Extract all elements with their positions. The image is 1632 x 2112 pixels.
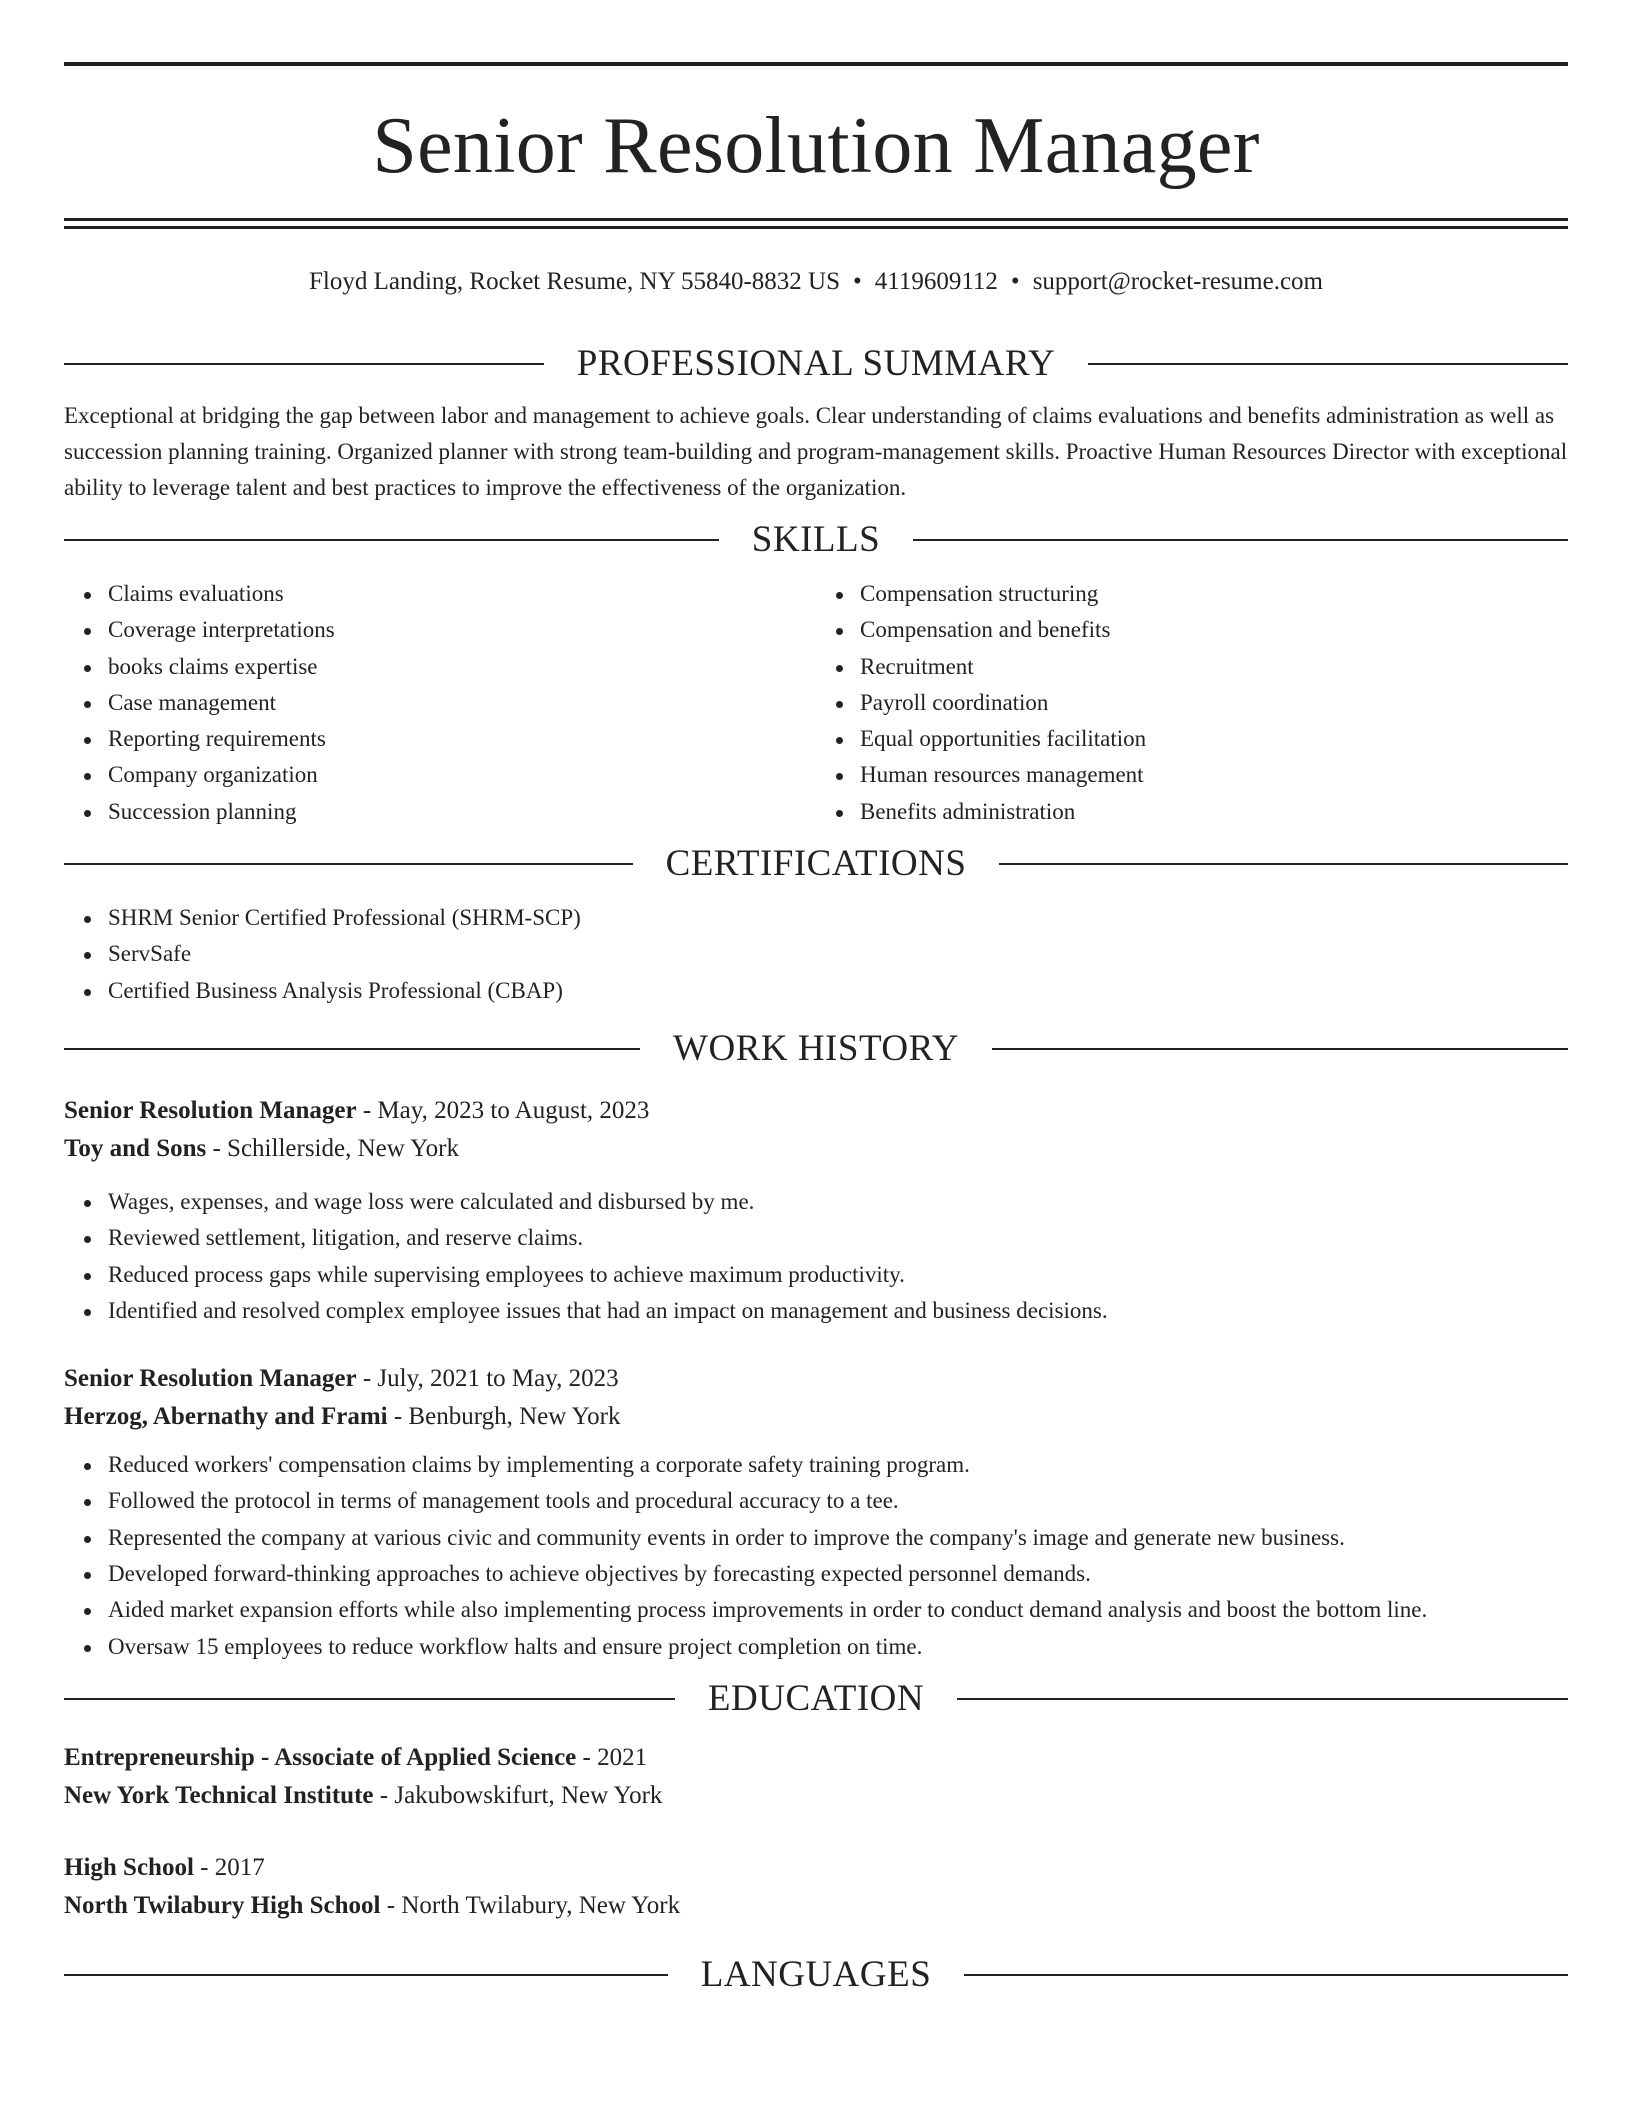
skills-list-right (816, 576, 1568, 830)
job-role: Senior Resolution Manager (64, 1096, 357, 1124)
section-title: EDUCATION (707, 1677, 925, 1719)
job-role: Senior Resolution Manager (64, 1365, 357, 1393)
job-bullet: Identified and resolved complex employee issues that had an impact on management and business decisions. (108, 1293, 1568, 1329)
contact-separator: • (1010, 268, 1020, 295)
heading-rule (64, 1048, 640, 1050)
certifications-list (64, 900, 1568, 1009)
section-heading-certifications (64, 844, 1568, 884)
skill-item: Compensation structuring (860, 576, 1568, 612)
heading-rule (964, 1974, 1568, 1976)
section-heading-work-history (64, 1029, 1568, 1069)
education-degree: High School (64, 1853, 194, 1881)
job-company: Toy and Sons (64, 1134, 207, 1162)
job-bullet: Reduced process gaps while supervising employees to achieve maximum productivity. (108, 1257, 1568, 1293)
top-rule (64, 62, 1568, 66)
title-double-rule (64, 218, 1568, 229)
education-degree-line (64, 1739, 1568, 1777)
heading-rule (64, 863, 633, 865)
summary-text: Exceptional at bridging the gap between labor and management to achieve goals. Clear understanding of claims evaluations and benefits administration as well as succession planning training. Organized planner with strong team-building and program-management skills. Proactive Human Resources Director with exceptional ability to leverage talent and best practices to improve the effectiveness of the organization. (64, 403, 1568, 500)
section-title: LANGUAGES (700, 1953, 932, 1995)
job-dates: - May, 2023 to August, 2023 (356, 1096, 650, 1124)
skill-item: Compensation and benefits (860, 612, 1568, 648)
job-dates: - July, 2021 to May, 2023 (356, 1365, 619, 1393)
skill-item: Case management (108, 685, 816, 721)
education-school-line (64, 1887, 1568, 1925)
heading-rule (64, 1698, 675, 1700)
job-location: - Schillerside, New York (206, 1134, 459, 1162)
certification-item: SHRM Senior Certified Professional (SHRM-SCP) (108, 900, 1568, 936)
skill-item: Payroll coordination (860, 685, 1568, 721)
section-heading-summary (64, 344, 1568, 384)
skill-item: Human resources management (860, 757, 1568, 793)
resume-content (64, 62, 1568, 1995)
job-bullet: Represented the company at various civic and community events in order to improve the company's image and generate new business. (108, 1520, 1568, 1556)
education-entry (64, 1739, 1568, 1815)
section-title: SKILLS (751, 519, 881, 560)
education-school: North Twilabury High School (64, 1891, 381, 1919)
heading-rule (1088, 363, 1568, 365)
certification-item: ServSafe (108, 936, 1568, 972)
contact-line (64, 267, 1568, 297)
skill-item: Recruitment (860, 649, 1568, 685)
job-title-line (64, 1360, 1568, 1398)
section-title: WORK HISTORY (673, 1027, 959, 1069)
education-degree: Entrepreneurship - Associate of Applied Science (64, 1743, 577, 1771)
heading-rule (992, 1048, 1568, 1050)
skill-item: Claims evaluations (108, 576, 816, 612)
job-bullet: Reviewed settlement, litigation, and reserve claims. (108, 1220, 1568, 1256)
skill-item: books claims expertise (108, 649, 816, 685)
section-title: CERTIFICATIONS (665, 843, 967, 885)
job-bullet: Aided market expansion efforts while also implementing process improvements in order to conduct demand analysis and boost the bottom line. (108, 1592, 1568, 1628)
education-year: - 2021 (576, 1743, 648, 1771)
skill-item: Coverage interpretations (108, 612, 816, 648)
job-bullet: Developed forward-thinking approaches to achieve objectives by forecasting expected personnel demands. (108, 1556, 1568, 1592)
skill-item: Equal opportunities facilitation (860, 721, 1568, 757)
heading-rule (957, 1698, 1568, 1700)
skills-list-left (64, 576, 816, 830)
skills-columns (64, 576, 1568, 830)
education-year: - 2017 (193, 1853, 265, 1881)
education-location: - North Twilabury, New York (380, 1891, 681, 1919)
skill-item: Company organization (108, 757, 816, 793)
heading-rule (913, 539, 1568, 541)
job-bullets (64, 1184, 1568, 1329)
skill-item: Succession planning (108, 794, 816, 830)
job-entry (64, 1092, 1568, 1329)
section-heading-education (64, 1679, 1568, 1719)
job-bullets (64, 1447, 1568, 1665)
job-bullet: Reduced workers' compensation claims by implementing a corporate safety training program. (108, 1447, 1568, 1483)
job-bullet: Oversaw 15 employees to reduce workflow halts and ensure project completion on time. (108, 1629, 1568, 1665)
section-heading-languages (64, 1955, 1568, 1995)
education-school-line (64, 1777, 1568, 1815)
education-degree-line (64, 1849, 1568, 1887)
heading-rule (64, 539, 719, 541)
section-heading-skills (64, 520, 1568, 560)
job-company-line (64, 1130, 1568, 1168)
skill-item: Reporting requirements (108, 721, 816, 757)
job-bullet: Wages, expenses, and wage loss were calculated and disbursed by me. (108, 1184, 1568, 1220)
education-entry (64, 1849, 1568, 1925)
contact-phone: 4119609112 (874, 268, 998, 295)
skill-item: Benefits administration (860, 794, 1568, 830)
contact-separator: • (853, 268, 862, 295)
job-company-line (64, 1398, 1568, 1436)
certification-item: Certified Business Analysis Professional (CBAP) (108, 973, 1568, 1009)
heading-rule (64, 1974, 668, 1976)
job-title-line (64, 1092, 1568, 1130)
education-school: New York Technical Institute (64, 1781, 374, 1809)
education-location: - Jakubowskifurt, New York (373, 1781, 663, 1809)
job-bullet: Followed the protocol in terms of management tools and procedural accuracy to a tee. (108, 1483, 1568, 1519)
heading-rule (999, 863, 1568, 865)
section-title: PROFESSIONAL SUMMARY (576, 343, 1056, 384)
contact-email[interactable]: support@rocket-resume.com (1032, 268, 1323, 295)
job-location: - Benburgh, New York (387, 1403, 621, 1431)
job-company: Herzog, Abernathy and Frami (64, 1403, 388, 1431)
job-entry (64, 1360, 1568, 1665)
contact-address: Floyd Landing, Rocket Resume, NY 55840-8832 US (309, 268, 840, 295)
heading-rule (64, 363, 544, 365)
resume-title: Senior Resolution Manager (372, 102, 1260, 190)
